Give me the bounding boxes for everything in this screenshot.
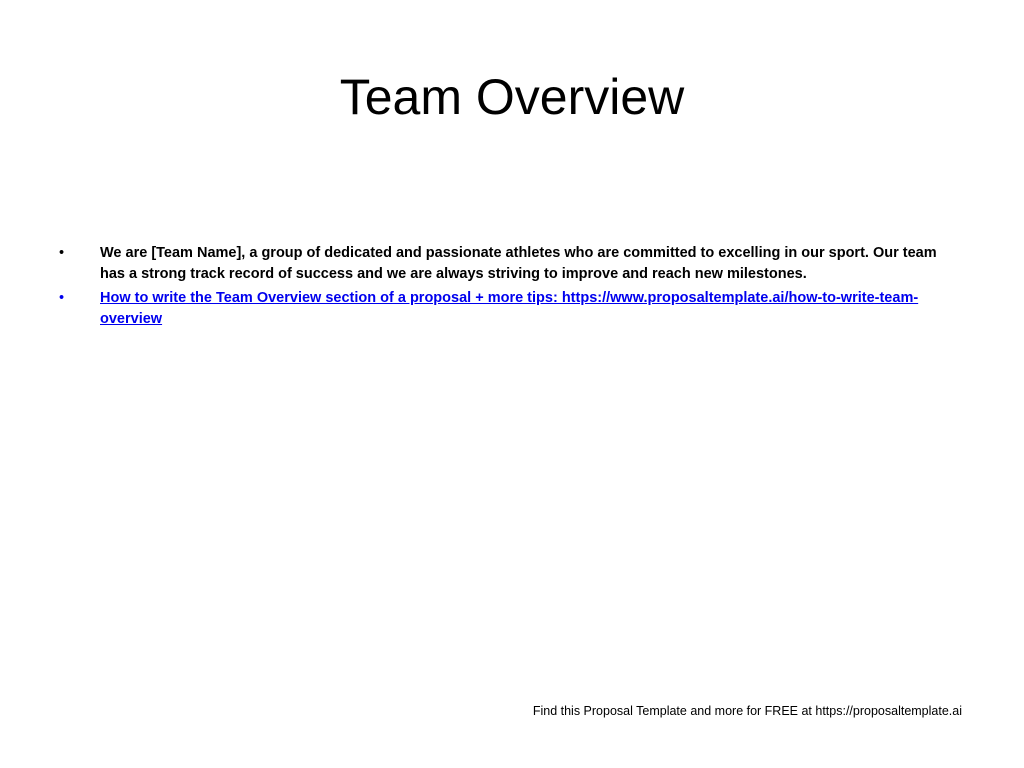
bullet-list bbox=[58, 243, 938, 333]
bullet-marker-icon: • bbox=[59, 290, 65, 306]
bullet-marker-icon: • bbox=[59, 245, 65, 261]
footer-note: Find this Proposal Template and more for FREE at https://proposaltemplate.ai bbox=[532, 704, 962, 718]
slide-title: Team Overview bbox=[339, 69, 685, 125]
tips-link[interactable]: How to write the Team Overview section of a proposal + more tips: https://www.proposaltemplate.ai/how-to-write-team-overview bbox=[100, 290, 919, 327]
bullet-item-team-description bbox=[58, 243, 938, 285]
bullet-item-tips-link bbox=[58, 288, 938, 330]
team-description-text: We are [Team Name], a group of dedicated and passionate athletes who are committed to excelling in our sport. Our team has a strong track record of success and we are always striving to improve and reach new milestones. bbox=[100, 245, 937, 282]
